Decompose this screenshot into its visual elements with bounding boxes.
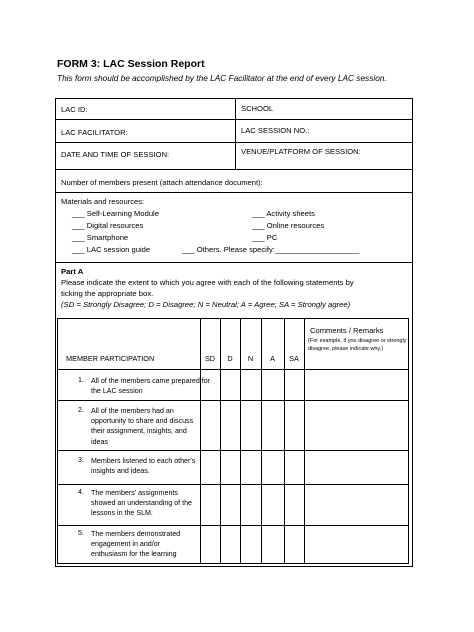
session-no-field[interactable]: LAC SESSION NO.:: [241, 126, 310, 135]
school-field[interactable]: SCHOOL: [241, 104, 274, 113]
material-item[interactable]: ___ Activity sheets: [252, 209, 315, 218]
scale-d-header: D: [227, 354, 233, 363]
material-item[interactable]: ___ Self-Learning Module: [72, 209, 159, 218]
part-a-instruction: Please indicate the extent to which you agree with each of the following statements by: [61, 278, 354, 287]
material-item[interactable]: ___ Smartphone: [72, 233, 129, 242]
materials-heading: Materials and resources:: [61, 197, 145, 206]
date-time-field[interactable]: DATE AND TIME OF SESSION:: [61, 150, 170, 159]
material-item[interactable]: ___ Online resources: [252, 221, 325, 230]
comments-header: Comments / Remarks: [310, 326, 384, 335]
statement-4: The members' assignments showed an understanding of the lessons in the SLM.: [91, 489, 192, 518]
scale-sa-header: SA: [289, 354, 299, 363]
row-number: 3.: [78, 456, 84, 464]
row-number: 2.: [78, 406, 84, 414]
members-present-field[interactable]: Number of members present (attach attendance document):: [61, 178, 263, 187]
form-subtitle: This form should be accomplished by the LAC Facilitator at the end of every LAC session.: [57, 73, 387, 83]
member-participation-header: MEMBER PARTICIPATION: [66, 354, 155, 363]
participation-table: [57, 318, 409, 564]
scale-sd-header: SD: [204, 354, 216, 363]
material-item[interactable]: ___ PC: [252, 233, 278, 242]
comments-note: (For example, if you disagree or strongly disagree, please indicate why.): [308, 338, 407, 352]
row-number: 5.: [78, 529, 84, 537]
statement-5: The members demonstrated engagement in and/or enthusiasm for the learning: [91, 530, 181, 559]
row-number: 1.: [78, 376, 84, 384]
row-number: 4.: [78, 488, 84, 496]
material-item-others[interactable]: ___ Others. Please specify:____________________: [182, 245, 360, 254]
material-item[interactable]: ___ Digital resources: [72, 221, 144, 230]
facilitator-field[interactable]: LAC FACILITATOR:: [61, 128, 128, 137]
lac-id-field[interactable]: LAC ID:: [61, 105, 88, 114]
part-a-heading: Part A: [61, 267, 84, 276]
scale-n-header: N: [247, 354, 254, 363]
statement-2: All of the members had an opportunity to share and discuss their assignment, insights, and ideas: [91, 407, 194, 446]
statement-3: Members listened to each other's insights and ideas.: [91, 457, 196, 476]
part-a-legend: (SD = Strongly Disagree; D = Disagree; N = Neutral; A = Agree; SA = Strongly agree): [61, 300, 351, 309]
scale-a-header: A: [270, 354, 275, 363]
material-item[interactable]: ___ LAC session guide: [72, 245, 151, 254]
part-a-instruction-cont: ticking the appropriate box.: [61, 289, 154, 298]
statement-1: All of the members came prepared for the LAC session: [91, 377, 211, 396]
venue-field[interactable]: VENUE/PLATFORM OF SESSION:: [241, 147, 361, 156]
form-title: FORM 3: LAC Session Report: [57, 58, 205, 70]
